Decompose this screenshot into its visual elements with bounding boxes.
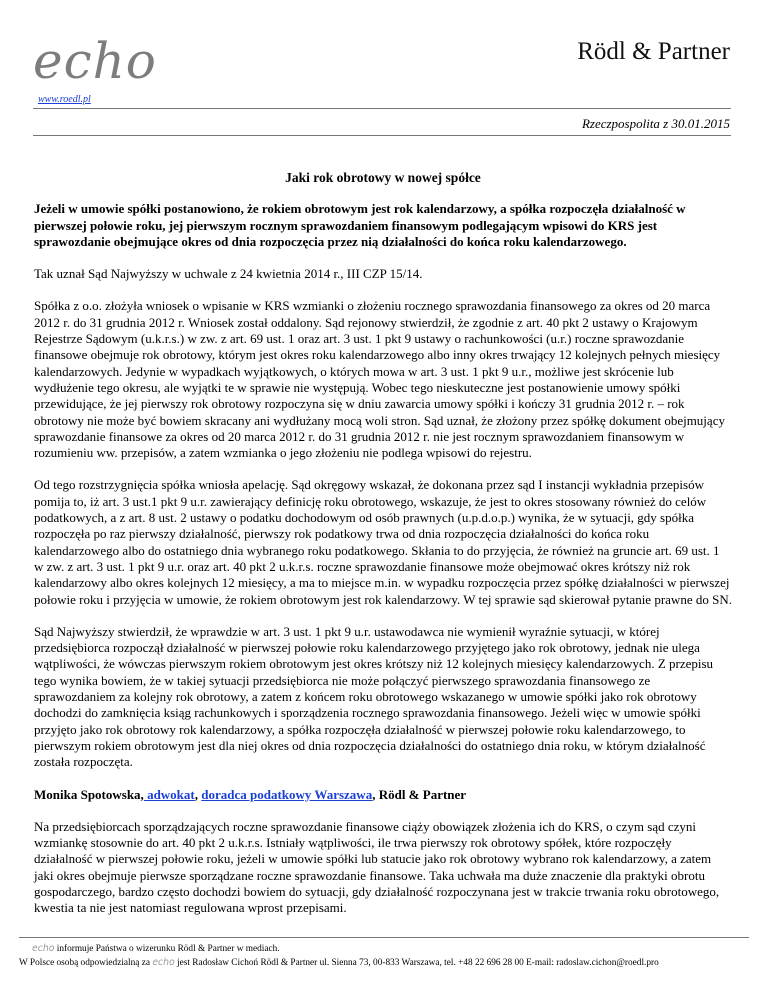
footer-line-1 — [19, 942, 753, 956]
article-paragraph: Tak uznał Sąd Najwyższy w uchwale z 24 kwietnia 2014 r., III CZP 15/14. — [34, 266, 423, 282]
advocate-link[interactable]: adwokat — [143, 786, 195, 802]
footer-divider — [19, 937, 749, 938]
website-link[interactable]: www.roedl.pl — [38, 94, 91, 105]
footer-echo-logo-2: echo — [152, 957, 175, 968]
footer-contact: jest Radosław Cichoń Rödl & Partner ul. Sienna 73, 00-833 Warszawa, tel. +48 22 696 28 00 E-mail: radoslaw.cichon@roedl.pro — [174, 958, 659, 968]
echo-logo: echo — [33, 32, 157, 90]
article-closing: Na przedsiębiorcach sporządzających roczne sprawozdanie finansowe ciąży obowiązek złożenia ich do KRS, o czym sąd czyni wzmiankę stosownie do art. 40 pkt 2 u.k.r.s. Istniały wątpliwości, ile trwa pierwszy rok obrotowy spółek, które rozpoczęły działalność w pierwszej połowie roku, jeżeli w umowie spółki lub statucie jako rok obrotowy wybrano rok kalendarzowy, a zatem jaki okres obejmuje pierwsze sporządzane roczne sprawozdanie finansowe. Taka uchwała ma duże znaczenie dla praktyki obrotu gospodarczego, bardzo często dochodzi bowiem do sytuacji, gdy działalność rozpoczynana jest w trakcie trwania roku obrotowego, kwestia ta nie jest natomiast regulowana wprost przepisami. — [34, 818, 720, 916]
footer-echo-logo: echo — [32, 943, 55, 954]
article-title: Jaki rok obrotowy w nowej spółce — [285, 170, 481, 185]
header-divider — [33, 108, 731, 109]
article-paragraph: Spółka z o.o. złożyła wniosek o wpisanie w KRS wzmianki o złożeniu rocznego sprawozdania finansowego za okres od 20 marca 2012 r. do 31 grudnia 2012 r. Wniosek został oddalony. Sąd rejonowy stwierdził, że zgodnie z art. 40 pkt 2 ustawy o Krajowym Rejestrze Sądowym (u.k.r.s.) w zw. z art. 69 ust. 1 oraz art. 3 ust. 1 pkt 9 ustawy o rachunkowości (u.r.) roczne sprawozdanie finansowe obejmuje rok obrotowy, którym jest okres roku kalendarzowego albo inny okres trwający 12 kolejnych pełnych miesięcy kalendarzowych. Jedynie w wypadkach wyjątkowych, o których mowa w art. 3 ust. 1 pkt 9 u.r., możliwe jest skrócenie lub wydłużenie tego okresu, ale wyjątki te w sprawie nie występują. Wobec tego nieskuteczne jest postanowienie umowy spółki przewidujące, że jej pierwszy rok obrotowy rozpoczyna się w dniu zawarcia umowy spółki i kończy 31 grudnia 2012 r. – rok obrotowy nie może być bowiem skracany ani wydłużany mocą woli stron. Sąd uznał, że złożony przez spółkę dokument obejmujący sprawozdanie finansowe za okres od 20 marca 2012 r. do 31 grudnia 2012 r. nie jest rocznym sprawozdaniem finansowym w rozumieniu ww. przepisów, a zatem wzmianka o jego złożeniu nie podlega wpisowi do rejestru. — [34, 298, 725, 461]
tax-advisor-link[interactable]: doradca podatkowy Warszawa — [201, 786, 373, 802]
footer — [19, 942, 753, 970]
article-body — [34, 170, 732, 933]
footer-line-1-text: informuje Państwa o wizerunku Rödl & Partner w mediach. — [54, 944, 280, 954]
article-paragraph: Od tego rozstrzygnięcia spółka wniosła apelację. Sąd okręgowy wskazał, że dokonana przez sąd I instancji wykładnia przepisów pomija to, iż art. 3 ust.1 pkt 9 u.r. zawierający definicję roku obrotowego, wskazuje, że jest to okres stosowany również do celów podatkowych, a z art. 8 ust. 2 ustawy o podatku dochodowym od osób prawnych (u.p.d.o.p.) wynika, że w sytuacji, gdy spółka rozpoczęła po raz pierwszy działalność, pierwszy rok podatkowy trwa od dnia rozpoczęcia działalności do końca roku kalendarzowego albo do ostatniego dnia wybranego roku podatkowego. Skłania to do przyjęcia, że również na gruncie art. 69 ust. 1 w zw. z art. 3 ust. 1 pkt 9 u.r. oraz art. 40 pkt 2 u.k.r.s. roczne sprawozdanie finansowe może obejmować okres krótszy niż rok kalendarzowy albo okres kolejnych 12 miesięcy, a ma to miejsce m.in. w wypadku rozpoczęcia przez spółkę działalności w pierwszej połowie roku i przyjęcia w umowie, że rokiem obrotowym jest rok kalendarzowy. W tej sprawie sąd skierował pytanie prawne do SN. — [34, 477, 732, 607]
article-lead: Jeżeli w umowie spółki postanowiono, że rokiem obrotowym jest rok kalendarzowy, a spółka rozpoczęła działalność w pierwszej połowie roku, jej pierwszym rocznym sprawozdaniem finansowym podlegającym wpisowi do KRS jest sprawozdanie obejmujące okres od dnia rozpoczęcia przez nią działalności do końca roku kalendarzowego. — [34, 201, 686, 249]
footer-line-2 — [19, 956, 753, 970]
author-separator: , — [194, 786, 202, 802]
footer-line-2-prefix: W Polsce osobą odpowiedzialną za — [19, 958, 153, 968]
author-line — [34, 787, 732, 803]
roedl-partner-logo: Rödl & Partner — [577, 38, 730, 65]
author-name: Monika Spotowska, — [34, 786, 144, 802]
article-paragraph: Sąd Najwyższy stwierdził, że wprawdzie w art. 3 ust. 1 pkt 9 u.r. ustawodawca nie wymienił wyraźnie sytuacji, w której przedsiębiorca rozpoczął działalność w pierwszej połowie roku kalendarzowego przyjętego jako rok obrotowy, jednak nie ulega wątpliwości, że wówczas pierwszym rokiem obrotowym jest okres krótszy niż 12 kolejnych miesięcy kalendarzowych. Z przepisu tego wynika bowiem, że w takiej sytuacji przedsiębiorca nie może połączyć pierwszego sprawozdania finansowego ze sprawozdaniem za kolejny rok obrotowy, a zatem z końcem roku obrotowego wskazanego w umowie spółki jako rok obrotowy dochodzi do zamknięcia ksiąg rachunkowych i sporządzenia rocznego sprawozdania finansowego. Jeżeli więc w umowie spółki przyjęto jako rok obrotowy rok kalendarzowy, a spółka rozpoczęła działalność w pierwszej połowie roku kalendarzowego, to pierwszym rokiem obrotowym jest dla niej okres od dnia rozpoczęcia działalności do ostatniego dnia roku, w którym działalność została rozpoczęta. — [34, 623, 714, 770]
author-firm: , Rödl & Partner — [372, 786, 467, 802]
header-divider-bottom — [33, 135, 731, 136]
source-publication: Rzeczpospolita z 30.01.2015 — [581, 116, 730, 131]
